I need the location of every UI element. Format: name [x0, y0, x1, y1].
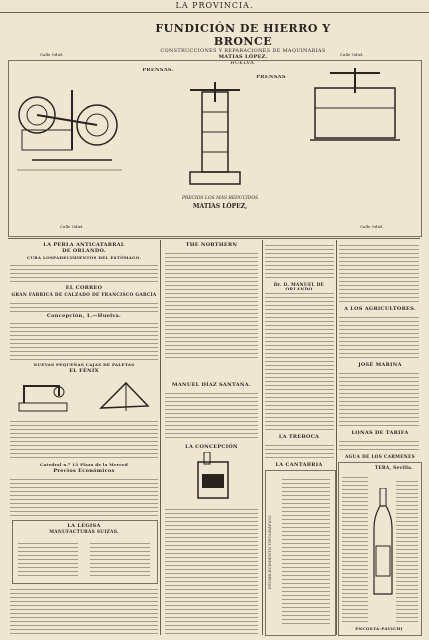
section-rule — [8, 238, 420, 239]
col4-heading-marina: JOSÉ MARINA — [358, 362, 402, 368]
bottle-illustration — [372, 488, 394, 598]
bottle-ad-text-right — [396, 478, 418, 624]
banner-owner: MATIAS LÓPEZ. — [218, 54, 268, 60]
col1-text-block-4 — [10, 418, 158, 460]
column-rule-3 — [336, 240, 337, 635]
col1-heading-concepcion: Concepción, 1.—Huelva. — [46, 313, 122, 319]
col2-text-block-1 — [165, 250, 258, 360]
banner-street-right: Calle Odiel. — [340, 52, 364, 57]
col4-heading-encosta: ENCOSTA-PAVICHI — [355, 626, 403, 631]
col3-heading-cantabria: LA CANTABRIA — [275, 462, 323, 468]
col4-heading-tera: TERA, Sevilla. — [374, 466, 414, 471]
ad-left-footer: Calle Odiel. — [60, 224, 84, 229]
col2-heading-diaz: MANUEL DÍAZ SANTANA. — [172, 382, 251, 388]
col3-text-block-1 — [265, 242, 334, 280]
tipografico-vertical-title: ESTABLECIMIENTO TIPOGRÁFICO — [267, 515, 272, 589]
col4-text-block-1 — [339, 242, 419, 302]
col1-heading-manufacturas: MANUFACTURAS SUIZAS. — [49, 530, 119, 535]
col3-text-block-2 — [265, 290, 334, 430]
col1-heading-cura: CURA LOSPADECIMIENTOS DEL ESTÓMAGO. — [26, 255, 142, 260]
ad-center-name: MATIAS LÓPEZ, — [192, 203, 248, 210]
col1-text-block-6 — [10, 586, 158, 634]
col1-heading-fenix: EL FÉNIX — [69, 368, 99, 374]
col2-heading-concepcion: LA CONCEPCIÓN — [185, 444, 238, 450]
col4-heading-agricultores: A LOS AGRICULTORES. — [344, 306, 416, 312]
col1-heading-catedral: Catedral n.º 13 Plaza de la Merced — [40, 462, 128, 467]
col2-text-block-3 — [165, 506, 258, 634]
screw-press-illustration — [180, 82, 250, 192]
col3-text-block-3 — [265, 442, 334, 460]
col2-text-block-2 — [165, 390, 258, 440]
banner-city: HUELVA. — [230, 60, 256, 66]
banner-street-left: Calle Odiel. — [40, 52, 64, 57]
stove-illustration — [190, 452, 235, 504]
col1-heading-precios: Precios Económicos — [53, 468, 115, 474]
col1-heading-orlando: DE ORLANDO. — [62, 248, 106, 254]
legisa-list-right — [90, 540, 150, 578]
bottle-ad-text-left — [342, 474, 368, 624]
press-machine-illustration — [300, 68, 415, 158]
banner-title: FUNDICIÓN DE HIERRO Y BRONCE — [155, 22, 331, 48]
legisa-list-left — [18, 540, 78, 578]
column-rule-1 — [160, 240, 161, 635]
col1-heading-perla: LA PERLA ANTICATARRAL — [43, 242, 125, 248]
col1-heading-fabrica: GRAN FÁBRICA DE CALZADO DE FRANCISCO GARCÍA — [11, 293, 157, 298]
col1-text-block-1 — [10, 262, 158, 284]
banner-subtitle: CONSTRUCCIONES Y REPARACIONES DE MAQUINARIAS — [160, 48, 326, 54]
col4-heading-agua: AGUA DE LOS CARMENES — [345, 455, 415, 460]
col1-text-block-3 — [10, 320, 158, 360]
col4-text-block-4 — [339, 438, 419, 452]
sewing-machine-illustration — [14, 378, 72, 416]
ad-left-prensas-text: PRENSAS. — [142, 68, 174, 73]
col4-text-block-2 — [339, 314, 419, 360]
col3-heading-orlando: Dr. D. MANUEL DE — [273, 283, 325, 288]
col1-heading-legisa: LA LEGISA — [67, 523, 101, 529]
col4-heading-tarifa: LONAS DE TARIFA — [351, 430, 409, 436]
col1-text-block-5 — [10, 476, 158, 516]
wine-press-cart-illustration — [12, 70, 127, 190]
col1-heading-correo: EL CORREO — [65, 285, 103, 291]
col1-text-block-2 — [10, 300, 158, 312]
col1-heading-cajas: NUEVAS PEQUEÑAS CAJAS DE PALETAS — [33, 362, 135, 367]
tipografico-text — [282, 476, 330, 626]
ad-right-prensas-text: PRENSAS — [256, 75, 286, 80]
col4-text-block-3 — [339, 370, 419, 426]
ad-right-footer: Calle Odiel. — [360, 224, 384, 229]
masthead: LA PROVINCIA. — [0, 0, 429, 13]
col3-heading-treboca: LA TREBOCA — [278, 434, 320, 440]
tilted-machine-illustration — [96, 378, 154, 416]
ad-center-caption: PRECIOS LOS MÁS REDUCIDOS — [181, 196, 259, 201]
col2-heading-northern: THE NORTHERN — [185, 242, 238, 248]
